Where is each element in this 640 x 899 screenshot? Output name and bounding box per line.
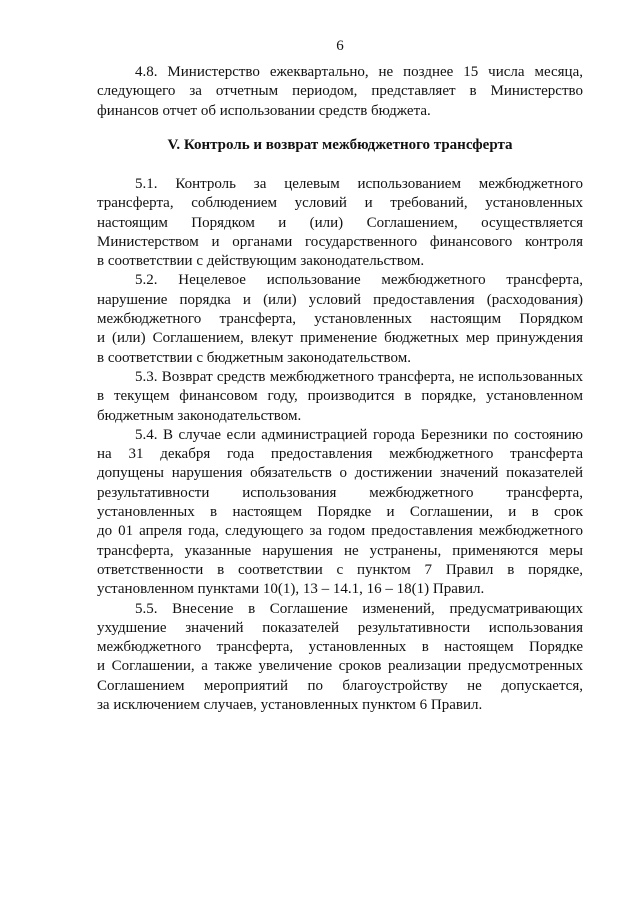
- paragraph-5-4: [97, 426, 583, 600]
- text-line: трансферта, указанные нарушения не устранены, применяются меры: [97, 542, 583, 559]
- paragraph-5-1: [97, 175, 583, 271]
- text-line: в соответствии с действующим законодательством.: [97, 253, 425, 270]
- text-line: нарушение порядка и (или) условий предоставления (расходования): [97, 291, 583, 308]
- text-line: бюджетным законодательством.: [97, 407, 302, 424]
- text-line: следующего за отчетным периодом, представляет в Министерство: [97, 83, 583, 100]
- text-line: межбюджетного трансферта, установленных в настоящем Порядке: [97, 639, 583, 656]
- text-line: 5.4. В случае если администрацией города Березники по состоянию: [135, 426, 583, 443]
- text-line: за исключением случаев, установленных пунктом 6 Правил.: [97, 697, 483, 714]
- section-body: [97, 175, 583, 715]
- text-line: результативности использования межбюджетного трансферта,: [97, 484, 583, 501]
- text-line: ответственности в соответствии с пунктом 7 Правил в порядке,: [97, 561, 583, 578]
- text-line: допущены нарушения обязательств о достижении значений показателей: [97, 465, 583, 482]
- text-line: на 31 декабря года предоставления межбюджетного трансферта: [97, 446, 583, 463]
- text-line: 5.2. Нецелевое использование межбюджетного трансферта,: [135, 272, 583, 289]
- text-line: 5.1. Контроль за целевым использованием межбюджетного: [135, 176, 583, 192]
- text-line: в соответствии с бюджетным законодательством.: [97, 349, 411, 366]
- text-line: 5.3. Возврат средств межбюджетного трансферта, не использованных: [135, 368, 583, 385]
- text-line: Соглашением мероприятий по благоустройству не допускается,: [97, 677, 583, 694]
- section-heading: V. Контроль и возврат межбюджетного трансферта: [167, 137, 513, 153]
- text-line: финансов отчет об использовании средств бюджета.: [97, 102, 431, 119]
- text-line: 5.5. Внесение в Соглашение изменений, предусматривающих: [135, 600, 583, 617]
- paragraph-5-3: [97, 368, 583, 426]
- text-line: установленном пунктами 10(1), 13 – 14.1, 16 – 18(1) Правил.: [97, 581, 485, 598]
- text-line: установленных в настоящем Порядке и Соглашении, и в срок: [97, 504, 583, 521]
- text-line: ухудшение значений показателей результативности использования: [97, 619, 583, 636]
- text-line: до 01 апреля года, следующего за годом предоставления межбюджетного: [97, 523, 583, 540]
- text-line: и (или) Соглашением, влекут применение бюджетных мер принуждения: [97, 330, 583, 347]
- text-line: настоящим Порядком и (или) Соглашением, осуществляется: [97, 214, 583, 231]
- paragraph-5-5: [97, 600, 583, 716]
- paragraph-4-8: [97, 63, 583, 121]
- text-line: и Соглашении, а также увеличение сроков реализации предусмотренных: [97, 658, 583, 675]
- text-line: межбюджетного трансферта, установленных настоящим Порядком: [97, 311, 583, 328]
- text-line: в текущем финансовом году, производится в порядке, установленном: [97, 388, 583, 405]
- text-line: Министерством и органами государственного финансового контроля: [97, 233, 583, 250]
- paragraph-5-2: [97, 271, 583, 367]
- page-number: 6: [336, 38, 344, 54]
- text-line: трансферта, соблюдением условий и требований, установленных: [97, 195, 583, 212]
- text-line: 4.8. Министерство ежеквартально, не позднее 15 числа месяца,: [135, 64, 583, 80]
